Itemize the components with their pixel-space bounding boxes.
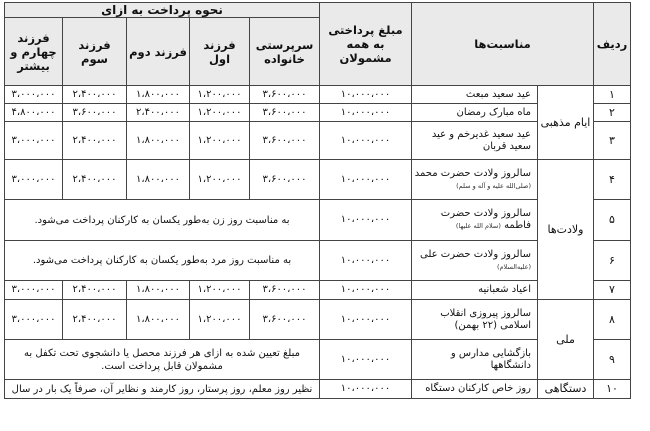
amount-all: ۱۰،۰۰۰،۰۰۰ <box>320 340 412 380</box>
amount-child-2: ۱،۸۰۰،۰۰۰ <box>127 160 190 200</box>
amount-child-3: ۲،۴۰۰،۰۰۰ <box>63 160 127 200</box>
occasion-cell: عید سعید غدیرخم و عید سعید قربان <box>412 122 538 160</box>
header-occasions: مناسبت‌ها <box>412 3 594 86</box>
merged-note: به مناسبت روز مرد به‌طور یکسان به کارکنان پرداخت می‌شود. <box>5 241 320 281</box>
amount-child-3: ۲،۴۰۰،۰۰۰ <box>63 86 127 104</box>
table-row <box>5 340 631 380</box>
occasion-text: سالروز ولادت حضرت فاطمه <box>440 208 531 231</box>
payment-table <box>4 2 631 399</box>
amount-child-4: ۳،۰۰۰،۰۰۰ <box>5 300 63 340</box>
amount-head: ۳،۶۰۰،۰۰۰ <box>250 86 320 104</box>
occasion-cell: ماه مبارک رمضان <box>412 104 538 122</box>
amount-child-1: ۱،۲۰۰،۰۰۰ <box>190 122 250 160</box>
occasion-cell <box>412 160 538 200</box>
header-all-covered: مبلغ پرداختی به همه مشمولان <box>320 3 412 86</box>
amount-head: ۳،۶۰۰،۰۰۰ <box>250 281 320 300</box>
row-number: ۲ <box>594 104 631 122</box>
table-row <box>5 281 631 300</box>
amount-all: ۱۰،۰۰۰،۰۰۰ <box>320 300 412 340</box>
amount-head: ۳،۶۰۰،۰۰۰ <box>250 300 320 340</box>
group-institutional: دستگاهی <box>538 380 594 399</box>
group-national: ملی <box>538 300 594 380</box>
amount-child-1: ۱،۲۰۰،۰۰۰ <box>190 86 250 104</box>
header-child-3: فرزند سوم <box>63 18 127 86</box>
header-child-2: فرزند دوم <box>127 18 190 86</box>
amount-child-4: ۳،۰۰۰،۰۰۰ <box>5 86 63 104</box>
occasion-cell: بازگشایی مدارس و دانشگاهها <box>412 340 538 380</box>
amount-child-2: ۲،۴۰۰،۰۰۰ <box>127 104 190 122</box>
amount-child-1: ۱،۲۰۰،۰۰۰ <box>190 281 250 300</box>
payment-table-sheet <box>4 2 631 399</box>
row-number: ۴ <box>594 160 631 200</box>
merged-note: به مناسبت روز زن به‌طور یکسان به کارکنان پرداخت می‌شود. <box>5 200 320 241</box>
header-row-number: ردیف <box>594 3 631 86</box>
amount-head: ۳،۶۰۰،۰۰۰ <box>250 122 320 160</box>
row-number: ۶ <box>594 241 631 281</box>
table-row <box>5 122 631 160</box>
header-payment-by: نحوه پرداخت به ازای <box>5 3 320 18</box>
amount-child-3: ۲،۴۰۰،۰۰۰ <box>63 300 127 340</box>
row-number: ۵ <box>594 200 631 241</box>
header-child-4: فرزند چهارم و بیشتر <box>5 18 63 86</box>
occasion-cell: سالروز پیروزی انقلاب اسلامی (۲۲ بهمن) <box>412 300 538 340</box>
occasion-note: (سلام الله علیها) <box>455 222 501 230</box>
occasion-note: (صلی‌الله علیه و آله و سلم) <box>456 181 531 190</box>
row-number: ۹ <box>594 340 631 380</box>
occasion-cell: اعیاد شعبانیه <box>412 281 538 300</box>
table-row <box>5 104 631 122</box>
amount-all: ۱۰،۰۰۰،۰۰۰ <box>320 104 412 122</box>
header-head-of-family: سرپرستی خانواده <box>250 18 320 86</box>
row-number: ۳ <box>594 122 631 160</box>
amount-child-3: ۲،۴۰۰،۰۰۰ <box>63 122 127 160</box>
occasion-text: سالروز ولادت حضرت محمد <box>414 167 531 179</box>
amount-child-4: ۳،۰۰۰،۰۰۰ <box>5 122 63 160</box>
amount-all: ۱۰،۰۰۰،۰۰۰ <box>320 122 412 160</box>
amount-all: ۱۰،۰۰۰،۰۰۰ <box>320 281 412 300</box>
group-births: ولادت‌ها <box>538 160 594 300</box>
occasion-cell <box>412 200 538 241</box>
amount-child-2: ۱،۸۰۰،۰۰۰ <box>127 300 190 340</box>
row-number: ۱۰ <box>594 380 631 399</box>
amount-all: ۱۰،۰۰۰،۰۰۰ <box>320 86 412 104</box>
amount-child-2: ۱،۸۰۰،۰۰۰ <box>127 122 190 160</box>
occasion-text: سالروز ولادت حضرت علی <box>420 248 531 260</box>
table-row <box>5 380 631 399</box>
amount-child-1: ۱،۲۰۰،۰۰۰ <box>190 300 250 340</box>
amount-child-1: ۱،۲۰۰،۰۰۰ <box>190 160 250 200</box>
row-number: ۸ <box>594 300 631 340</box>
occasion-cell <box>412 241 538 281</box>
amount-all: ۱۰،۰۰۰،۰۰۰ <box>320 200 412 241</box>
table-row <box>5 241 631 281</box>
amount-child-2: ۱،۸۰۰،۰۰۰ <box>127 281 190 300</box>
occasion-note: (علیه‌السلام) <box>496 262 531 271</box>
amount-all: ۱۰،۰۰۰،۰۰۰ <box>320 380 412 399</box>
table-row <box>5 160 631 200</box>
row-number: ۷ <box>594 281 631 300</box>
group-religious: ایام مذهبی <box>538 86 594 160</box>
occasion-cell: روز خاص کارکنان دستگاه <box>412 380 538 399</box>
amount-child-1: ۱،۲۰۰،۰۰۰ <box>190 104 250 122</box>
header-child-1: فرزند اول <box>190 18 250 86</box>
amount-child-3: ۳،۶۰۰،۰۰۰ <box>63 104 127 122</box>
merged-note: مبلغ تعیین شده به ازای هر فرزند محصل یا دانشجوی تحت تکفل به مشمولان قابل پرداخت است. <box>5 340 320 380</box>
amount-head: ۳،۶۰۰،۰۰۰ <box>250 104 320 122</box>
amount-child-3: ۲،۴۰۰،۰۰۰ <box>63 281 127 300</box>
amount-all: ۱۰،۰۰۰،۰۰۰ <box>320 241 412 281</box>
amount-child-4: ۳،۰۰۰،۰۰۰ <box>5 160 63 200</box>
table-row <box>5 86 631 104</box>
occasion-cell: عید سعید مبعث <box>412 86 538 104</box>
table-row <box>5 300 631 340</box>
amount-child-4: ۴،۸۰۰،۰۰۰ <box>5 104 63 122</box>
amount-all: ۱۰،۰۰۰،۰۰۰ <box>320 160 412 200</box>
merged-note: نظیر روز معلم، روز پرستار، روز کارمند و نظایر آن، صرفاً یک بار در سال <box>5 380 320 399</box>
amount-child-4: ۳،۰۰۰،۰۰۰ <box>5 281 63 300</box>
amount-child-2: ۱،۸۰۰،۰۰۰ <box>127 86 190 104</box>
amount-head: ۳،۶۰۰،۰۰۰ <box>250 160 320 200</box>
table-row <box>5 200 631 241</box>
row-number: ۱ <box>594 86 631 104</box>
